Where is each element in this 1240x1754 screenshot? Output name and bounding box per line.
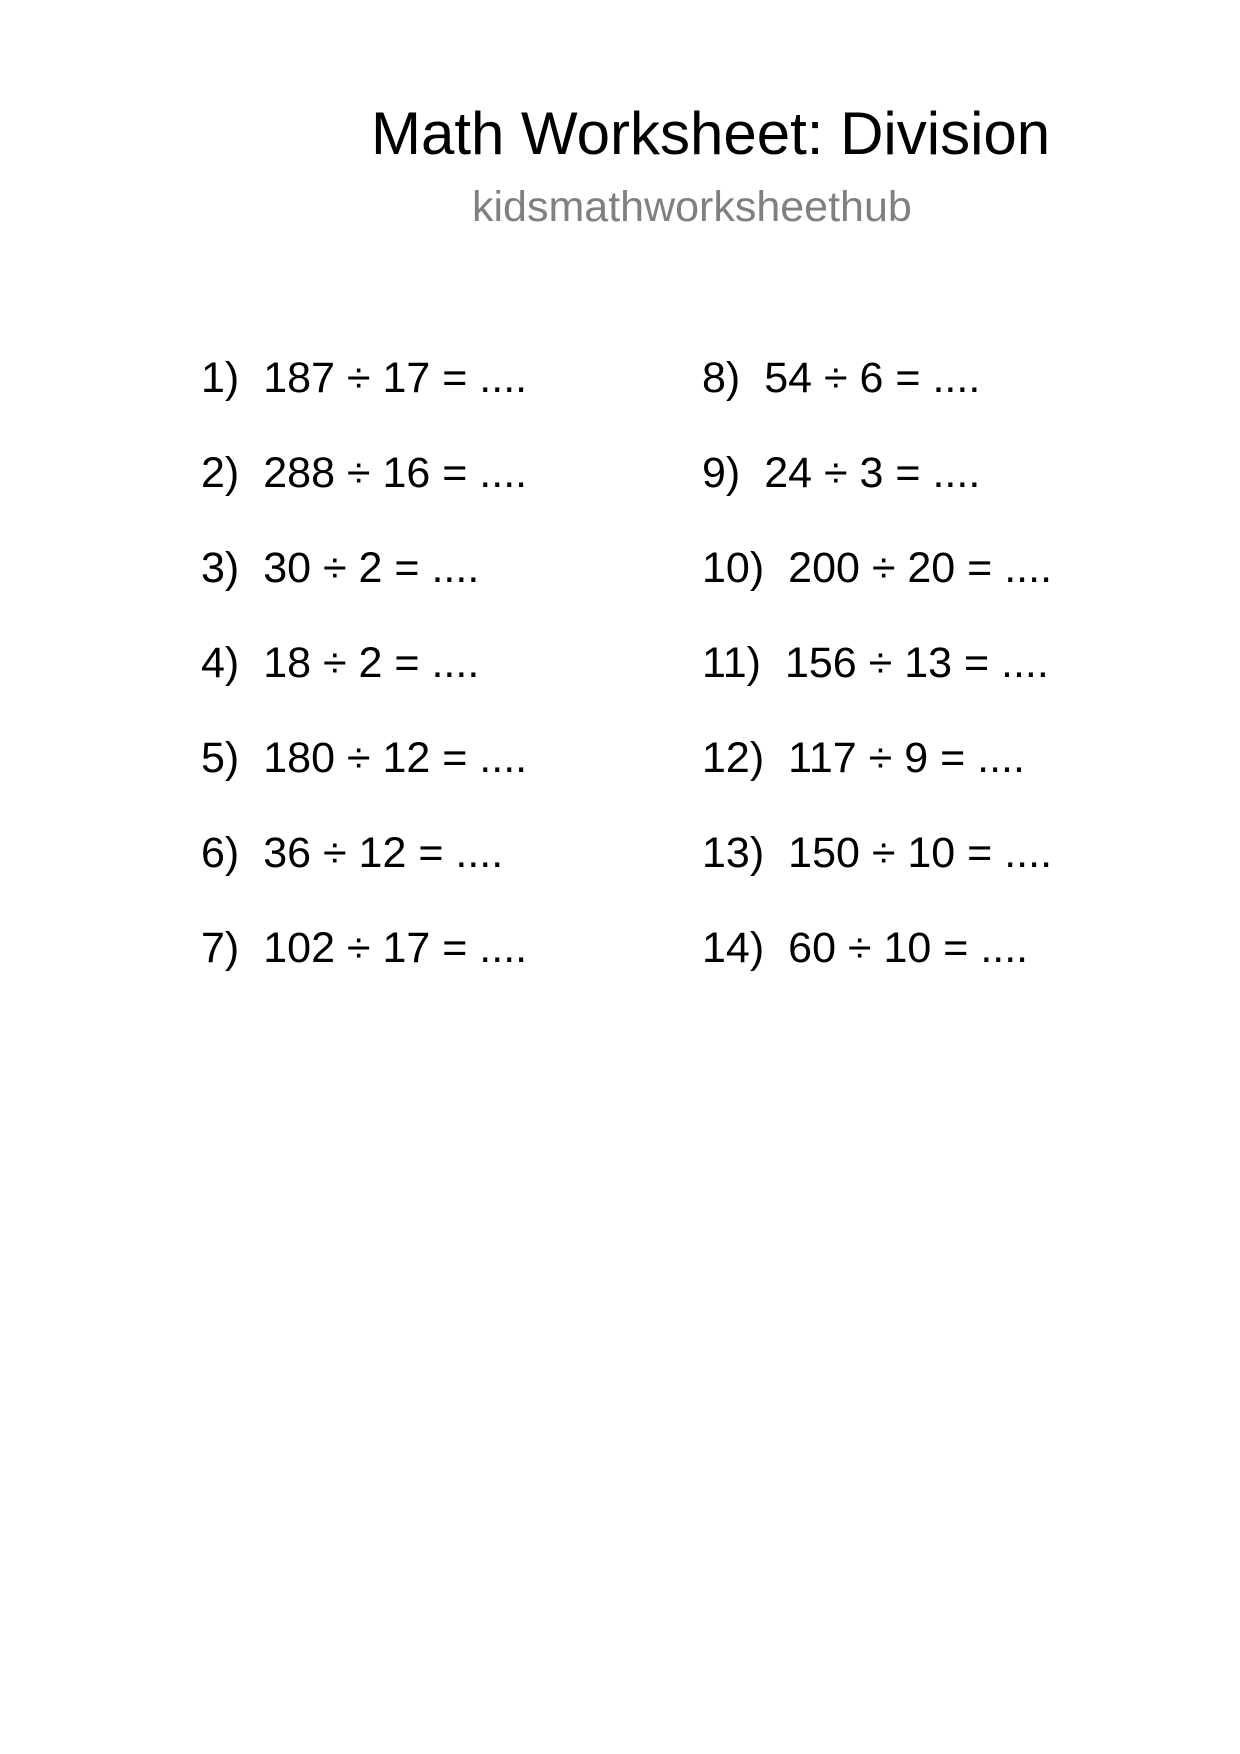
problem-item [702,823,1162,918]
problem-item [702,443,1162,538]
problem-item [702,538,1162,633]
problem-item [201,823,661,918]
problem-expression: 24 ÷ 3 = .... [764,449,981,497]
problem-item [201,538,661,633]
problem-expression: 18 ÷ 2 = .... [263,639,480,687]
problem-expression: 102 ÷ 17 = .... [263,924,528,972]
problem-column-left [201,348,661,1013]
problem-expression: 180 ÷ 12 = .... [263,734,528,782]
problem-number: 3) [201,544,240,592]
problem-expression: 54 ÷ 6 = .... [764,354,981,402]
problem-item [201,348,661,443]
problem-item [702,348,1162,443]
problem-item [201,728,661,823]
problem-number: 9) [702,449,741,497]
problem-number: 1) [201,354,240,402]
problem-number: 7) [201,924,240,972]
problem-number: 5) [201,734,240,782]
problem-column-right [702,348,1162,1013]
problem-number: 2) [201,449,240,497]
problem-expression: 60 ÷ 10 = .... [788,924,1029,972]
problem-number: 11) [702,639,761,687]
problem-number: 13) [702,829,765,877]
problem-expression: 156 ÷ 13 = .... [784,639,1049,687]
problem-item [702,633,1162,728]
problem-item [702,728,1162,823]
problem-expression: 30 ÷ 2 = .... [263,544,480,592]
problem-number: 10) [702,544,765,592]
problem-item [702,918,1162,1013]
problem-number: 14) [702,924,765,972]
problem-item [201,918,661,1013]
problem-expression: 150 ÷ 10 = .... [788,829,1053,877]
problem-number: 8) [702,354,741,402]
problem-number: 6) [201,829,240,877]
problem-number: 12) [702,734,765,782]
problem-expression: 117 ÷ 9 = .... [788,734,1025,782]
page-title: Math Worksheet: Division [371,100,1051,167]
problem-expression: 36 ÷ 12 = .... [263,829,504,877]
problem-number: 4) [201,639,240,687]
page-subtitle: kidsmathworksheethub [472,183,912,231]
problem-expression: 187 ÷ 17 = .... [263,354,528,402]
problem-item [201,443,661,538]
problem-expression: 288 ÷ 16 = .... [263,449,528,497]
problem-expression: 200 ÷ 20 = .... [788,544,1053,592]
problem-item [201,633,661,728]
